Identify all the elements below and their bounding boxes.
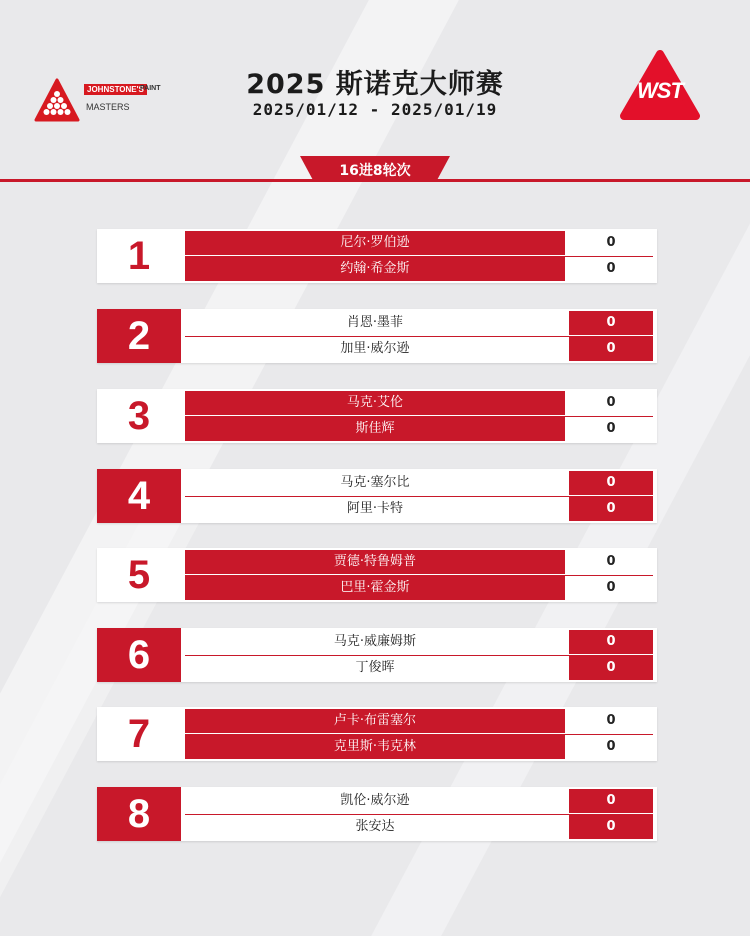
player-row [185,630,653,654]
wst-logo [620,50,700,122]
match-number: 4 [97,469,181,523]
player-row [185,497,653,521]
player-row [185,656,653,680]
player-row [185,231,653,255]
match-number: 2 [97,309,181,363]
wst-logo-text: WST [637,78,683,103]
match-card [97,787,657,841]
match-card [97,469,657,523]
match-card [97,309,657,363]
player-score: 0 [569,311,653,335]
player-score: 0 [569,257,653,281]
player-score: 0 [569,231,653,255]
player-name: 马克·威廉姆斯 [185,630,565,654]
player-name: 丁俊晖 [185,656,565,680]
player-row [185,391,653,415]
match-card [97,707,657,761]
match-card [97,389,657,443]
match-number: 6 [97,628,181,682]
player-score: 0 [569,497,653,521]
player-name: 卢卡·布雷塞尔 [185,709,565,733]
player-row [185,815,653,839]
match-card [97,548,657,602]
player-name: 贾德·特鲁姆普 [185,550,565,574]
logo-masters-text: MASTERS [86,102,130,112]
player-name: 尼尔·罗伯逊 [185,231,565,255]
player-name: 巴里·霍金斯 [185,576,565,600]
player-score: 0 [569,656,653,680]
player-score: 0 [569,576,653,600]
player-score: 0 [569,789,653,813]
logo-brand-text: JOHNSTONE'S [84,84,147,95]
logo-paint-text: PAINT [140,85,161,92]
player-name: 约翰·希金斯 [185,257,565,281]
match-number: 5 [97,548,181,602]
player-name: 斯佳辉 [185,417,565,441]
player-score: 0 [569,630,653,654]
player-row [185,257,653,281]
player-name: 马克·艾伦 [185,391,565,415]
player-name: 凯伦·威尔逊 [185,789,565,813]
event-dates: 2025/01/12 - 2025/01/19 [252,100,498,119]
round-tab [300,156,450,182]
match-card [97,229,657,283]
player-name: 肖恩·墨菲 [185,311,565,335]
player-score: 0 [569,417,653,441]
player-row [185,550,653,574]
player-row [185,789,653,813]
player-row [185,735,653,759]
player-name: 加里·威尔逊 [185,337,565,361]
player-row [185,576,653,600]
player-name: 张安达 [185,815,565,839]
player-score: 0 [569,709,653,733]
page-title: 2025 斯诺克大师赛 [246,69,504,100]
player-score: 0 [569,471,653,495]
player-row [185,709,653,733]
match-number: 1 [97,229,181,283]
player-score: 0 [569,337,653,361]
player-name: 阿里·卡特 [185,497,565,521]
match-number: 8 [97,787,181,841]
player-name: 马克·塞尔比 [185,471,565,495]
player-score: 0 [569,550,653,574]
match-number: 7 [97,707,181,761]
player-row [185,417,653,441]
player-row [185,337,653,361]
player-score: 0 [569,735,653,759]
player-name: 克里斯·韦克林 [185,735,565,759]
player-score: 0 [569,391,653,415]
player-row [185,471,653,495]
player-score: 0 [569,815,653,839]
round-label: 16进8轮次 [339,163,411,179]
player-row [185,311,653,335]
match-card [97,628,657,682]
match-number: 3 [97,389,181,443]
